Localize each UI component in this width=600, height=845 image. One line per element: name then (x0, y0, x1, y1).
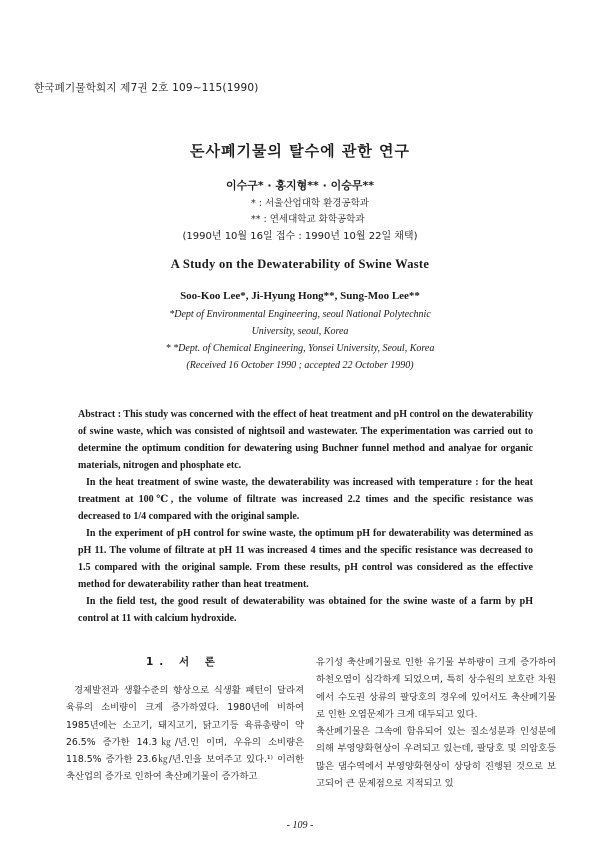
section-heading: 1. 서 론 (146, 656, 221, 668)
korean-authors: 이수구* · 홍지형** · 이승무** (225, 179, 375, 192)
abstract-paragraph: In the field test, the good result of dewaterability was obtained for the swine waste of a farm by pH control at 11 with calcium hydroxide. (78, 596, 533, 624)
korean-affiliation-1: * : 서울산업대학 환경공학과 (251, 198, 369, 209)
english-affiliation-2: * *Dept. of Chemical Engineering, Yonsei University, Seoul, Korea (165, 343, 435, 354)
abstract-paragraph: Abstract : This study was concerned with the effect of heat treatment and pH control on the dewaterability of swine waste, which was consisted of nightsoil and wastewater. The experimentation was carried out to determine the optimum condition for dewatering using Buchner funnel method and analyae for organic materials, nitrogen and phosphate etc. (78, 409, 533, 471)
korean-received-date: (1990년 10월 16일 접수 : 1990년 10월 22일 채택) (182, 231, 418, 242)
page-number: - 109 - (286, 820, 314, 831)
english-affiliation-1b: University, seoul, Korea (251, 326, 349, 337)
left-column (66, 682, 304, 786)
body-paragraph: 유기성 축산폐기물로 인한 유기물 부하량이 크게 증가하여 하천오염이 심각하게 되었으며, 특히 상수원의 보호란 차원에서 수도권 상류의 팔당호의 경우에 있어서도 축산폐기물로 인한 오염문제가 크게 대두되고 있다. (316, 657, 556, 720)
english-authors: Soo-Koo Lee*, Ji-Hyung Hong**, Sung-Moo Lee** (180, 290, 420, 302)
body-paragraph: 축산폐기물은 그속에 함유되어 있는 질소성분과 인성분에 의해 부영양화현상이 우려되고 있는데, 팔당호 및 의암호등 많은 댐수역에서 부영양화현상이 상당히 진행된 것으로 보고되어 큰 문제점으로 지적되고 있 (316, 726, 556, 790)
abstract (78, 406, 533, 627)
right-column (316, 654, 556, 792)
english-affiliation-1a: *Dept of Environmental Engineering, seoul National Polytechnic (169, 309, 431, 320)
korean-affiliation-2: ** : 연세대학교 화학공학과 (251, 214, 365, 225)
english-title: A Study on the Dewaterability of Swine Waste (170, 257, 430, 271)
body-paragraph: 경제발전과 생활수준의 향상으로 식생활 패턴이 달라져 육류의 소비량이 크게 증가하였다. 1980년에 비하여 1985년에는 소고기, 돼지고기, 닭고기등 육류총량이 약 26.5% 증가한 14.3㎏/년.인 이며, 우유의 소비량은 118.5% 증가한 23.6㎏/년.인을 보여주고 있다.¹⁾ 이러한 축산업의 증가로 인하여 축산폐기물이 증가하고 (66, 685, 304, 783)
abstract-paragraph: In the experiment of pH control for swine waste, the optimum pH for dewaterability was determined as pH 11. The volume of filtrate at pH 11 was increased 4 times and the specific resistance was decreased to 1.5 compared with the original sample. From these results, pH control was considered as the effective method for dewaterability rather than heat treatment. (78, 528, 533, 590)
abstract-paragraph: In the heat treatment of swine waste, the dewaterability was increased with temperature : for the heat treatment at 100℃, the volume of filtrate was increased 2.2 times and the specific resistance was decreased to 1/4 compared with the original sample. (78, 477, 533, 522)
journal-header: 한국폐기물학회지 제7권 2호 109∼115(1990) (34, 82, 259, 94)
korean-title: 돈사폐기물의 탈수에 관한 연구 (189, 142, 411, 160)
english-received-date: (Received 16 October 1990 ; accepted 22 October 1990) (186, 360, 414, 371)
